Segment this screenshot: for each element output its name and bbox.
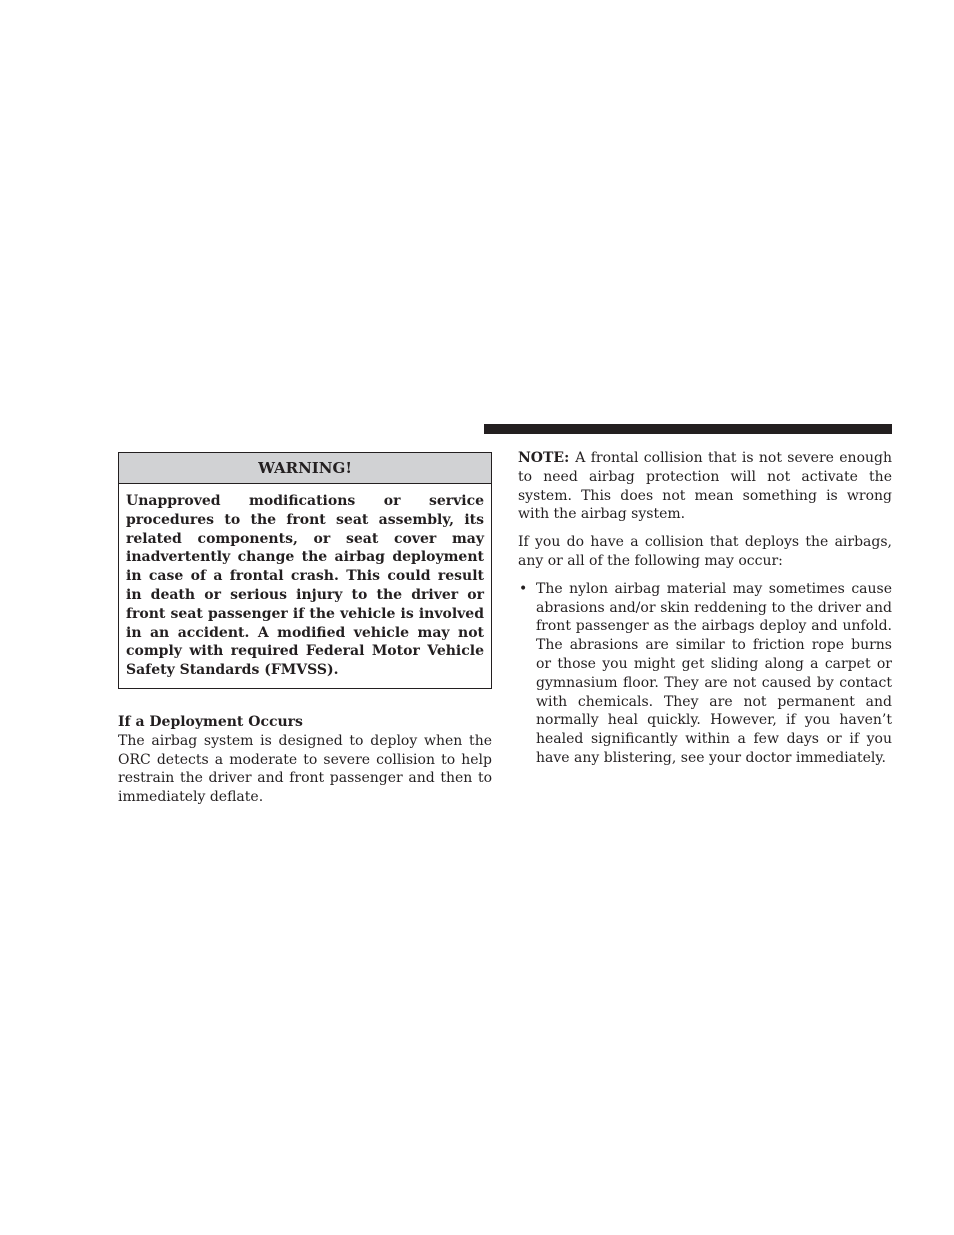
note-body: A frontal collision that is not severe enough to need airbag protection will not activate the system. This does not mean something is wrong with the airbag system.: [518, 450, 892, 523]
note-label: NOTE:: [518, 450, 570, 466]
deployment-paragraph: The airbag system is designed to deploy when the ORC detects a moderate to severe collision to help restrain the driver and front passenger and then to immediately deflate.: [118, 732, 492, 806]
list-item-text: The nylon airbag material may sometimes cause abrasions and/or skin reddening to the driver and front passenger as the airbags deploy and unfold. The abrasions are similar to friction rope burns or those you might get sliding along a carpet or gymnasium floor. They are not caused by contact with chemicals. They are not permanent and normally heal quickly. However, if you haven’t healed significantly within a few days or if you have any blistering, see your doctor immediately.: [536, 580, 892, 766]
section-top-rule: [484, 424, 892, 434]
bullet-icon: •: [519, 580, 528, 597]
deployment-heading: If a Deployment Occurs: [118, 713, 303, 730]
right-column: [518, 449, 892, 768]
warning-box: [118, 452, 492, 689]
note-paragraph: [518, 449, 892, 524]
list-item: [518, 580, 892, 768]
collision-intro-paragraph: If you do have a collision that deploys the airbags, any or all of the following may occur:: [518, 534, 892, 569]
warning-body: Unapproved modifications or service procedures to the front seat assembly, its related components, or seat cover may inadvertently change the airbag deployment in case of a frontal crash. This could result in death or serious injury to the driver or front seat passenger if the vehicle is involved in an accident. A modified vehicle may not comply with required Federal Motor Vehicle Safety Standards (FMVSS).: [126, 493, 484, 679]
left-column: [118, 452, 492, 807]
warning-title: WARNING!: [119, 453, 491, 484]
effects-list: [518, 580, 892, 768]
